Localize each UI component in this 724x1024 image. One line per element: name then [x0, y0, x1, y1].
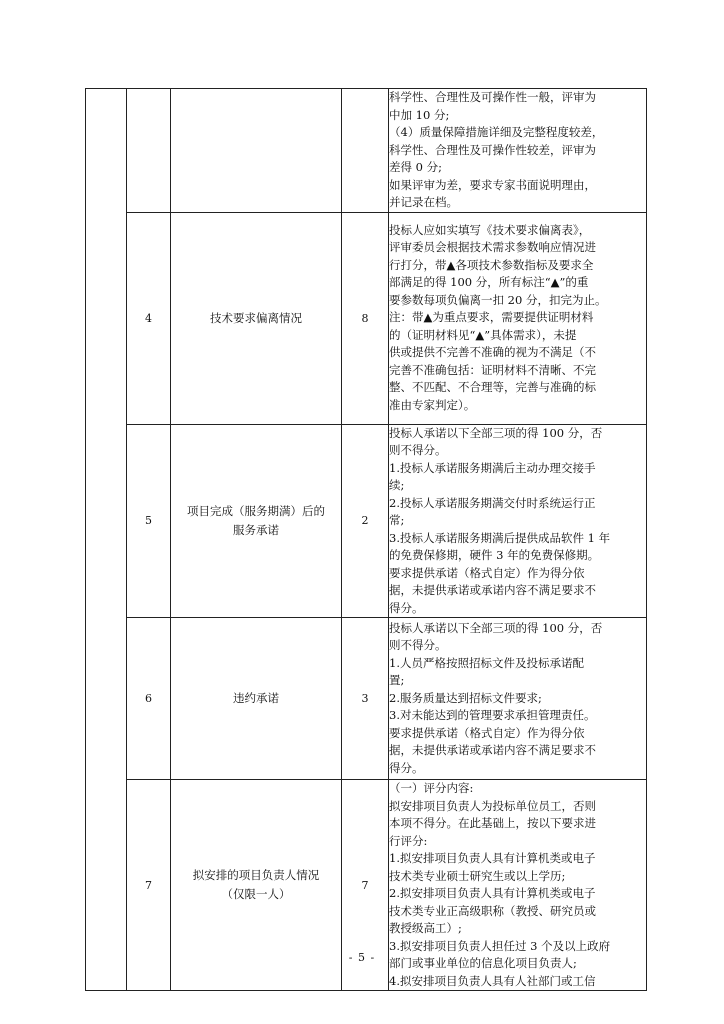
score-cell [342, 89, 389, 213]
score-cell: 7 [342, 780, 389, 991]
table-row [86, 212, 647, 424]
criteria-line: 整、不匹配、不合理等，完善与准确的标 [389, 380, 596, 395]
criteria-line: 要求提供承诺（格式自定）作为得分依 [389, 565, 585, 580]
table-row [86, 424, 647, 618]
scoring-criteria-cell [389, 424, 647, 618]
scoring-criteria-cell [389, 618, 647, 780]
criteria-line: 投标人承诺以下全部三项的得 100 分，否 [389, 620, 603, 635]
criteria-line: 差得 0 分; [389, 160, 443, 174]
criteria-line: 科学性、合理性及可操作性较差，评审为 [389, 142, 596, 157]
criteria-line: 据，未提供承诺或承诺内容不满足要求不 [389, 583, 596, 597]
criteria-line: 置; [389, 673, 405, 688]
criteria-line: 常; [389, 513, 405, 527]
criteria-line: 技术类专业硕士研究生或以上学历; [389, 868, 566, 883]
criterion-cell [171, 89, 342, 213]
criterion-cell [171, 424, 342, 618]
criterion-line: 拟安排的项目负责人情况 [192, 868, 320, 882]
criteria-line: 本项不得分。在此基础上，按以下要求进 [389, 816, 596, 830]
criterion-line: 技术要求偏离情况 [210, 310, 302, 325]
criteria-line: 完善不准确包括：证明材料不清晰、不完 [389, 362, 596, 377]
criterion-line: 服务承诺 [233, 522, 279, 537]
page-number: - 5 - [348, 951, 376, 964]
criterion-cell [171, 212, 342, 424]
criteria-line: 4.拟安排项目负责人具有人社部门或工信 [389, 973, 596, 988]
criteria-line: （一）评分内容: [389, 781, 474, 795]
criteria-line: 1.人员严格按照招标文件及投标承诺配 [389, 655, 584, 670]
criteria-line: 部满足的得 100 分，所有标注“▲”的重 [389, 275, 589, 290]
row-number-cell [127, 89, 171, 213]
criteria-line: 行打分，带▲各项技术参数指标及要求全 [389, 257, 594, 272]
row-number-cell: 6 [127, 618, 171, 780]
criteria-line: 则不得分。 [389, 638, 447, 653]
row-number-cell: 4 [127, 212, 171, 424]
criteria-line: 供或提供不完善不准确的视为不满足（不 [389, 345, 596, 360]
scoring-table [85, 88, 647, 991]
scoring-criteria-cell [389, 89, 647, 213]
criteria-line: 的（证明材料见“▲”具体需求），未提 [389, 327, 577, 342]
score-cell: 3 [342, 618, 389, 780]
criteria-line: 中加 10 分; [389, 107, 450, 122]
category-cell [86, 89, 127, 991]
scoring-criteria-cell [389, 212, 647, 424]
criteria-line: 投标人应如实填写《技术要求偏离表》， [389, 222, 591, 237]
criteria-line: 准由专家判定）。 [389, 397, 476, 412]
row-number-cell: 5 [127, 424, 171, 618]
criteria-line: 评审委员会根据技术需求参数响应情况进 [389, 240, 596, 255]
score-cell: 2 [342, 424, 389, 618]
criteria-line: 据，未提供承诺或承诺内容不满足要求不 [389, 743, 596, 758]
criteria-line: 投标人承诺以下全部三项的得 100 分，否 [389, 425, 603, 440]
criteria-line: 行评分: [389, 833, 428, 848]
criteria-line: 3.拟安排项目负责人担任过 3 个及以上政府 [389, 938, 611, 953]
table-row [86, 89, 647, 213]
score-cell: 8 [342, 212, 389, 424]
criterion-line: 项目完成（服务期满）后的 [187, 503, 325, 518]
criteria-line: 1.拟安排项目负责人具有计算机类或电子 [389, 851, 596, 865]
criteria-line: 得分。 [389, 600, 424, 615]
criteria-line: 科学性、合理性及可操作性一般，评审为 [389, 90, 596, 104]
criterion-line: （仅限一人） [221, 887, 291, 901]
criterion-line: 违约承诺 [233, 691, 279, 705]
criteria-line: 的免费保修期，硬件 3 年的免费保修期。 [389, 548, 600, 562]
criteria-line: 2.投标人承诺服务期满交付时系统运行正 [389, 495, 596, 510]
criteria-line: 1.投标人承诺服务期满后主动办理交接手 [389, 460, 596, 475]
criteria-line: 续; [389, 478, 405, 492]
criteria-line: 注：带▲为重点要求，需要提供证明材料 [389, 310, 594, 325]
criteria-line: 要求提供承诺（格式自定）作为得分依 [389, 725, 585, 740]
criteria-line: 拟安排项目负责人为投标单位员工，否则 [389, 798, 596, 813]
criteria-line: 3.对未能达到的管理要求承担管理责任。 [389, 708, 596, 723]
criteria-line: 得分。 [389, 760, 424, 775]
row-number-cell: 7 [127, 780, 171, 991]
criteria-line: 部门或事业单位的信息化项目负责人; [389, 956, 577, 970]
criteria-line: 3.投标人承诺服务期满后提供成品软件 1 年 [389, 530, 611, 545]
criteria-line: 则不得分。 [389, 443, 447, 457]
criterion-cell [171, 618, 342, 780]
criteria-line: 并记录在档。 [389, 195, 458, 209]
criteria-line: 2.拟安排项目负责人具有计算机类或电子 [389, 886, 596, 900]
criteria-line: 2.服务质量达到招标文件要求; [389, 690, 542, 705]
criteria-line: 技术类专业正高级职称（教授、研究员或 [389, 903, 596, 918]
criteria-line: （4）质量保障措施详细及完整程度较差， [389, 125, 604, 139]
table-row [86, 618, 647, 780]
criteria-line: 要参数每项负偏离一扣 20 分，扣完为止。 [389, 292, 607, 307]
criteria-line: 如果评审为差，要求专家书面说明理由， [389, 177, 596, 192]
criteria-line: 教授级高工）; [389, 921, 462, 935]
